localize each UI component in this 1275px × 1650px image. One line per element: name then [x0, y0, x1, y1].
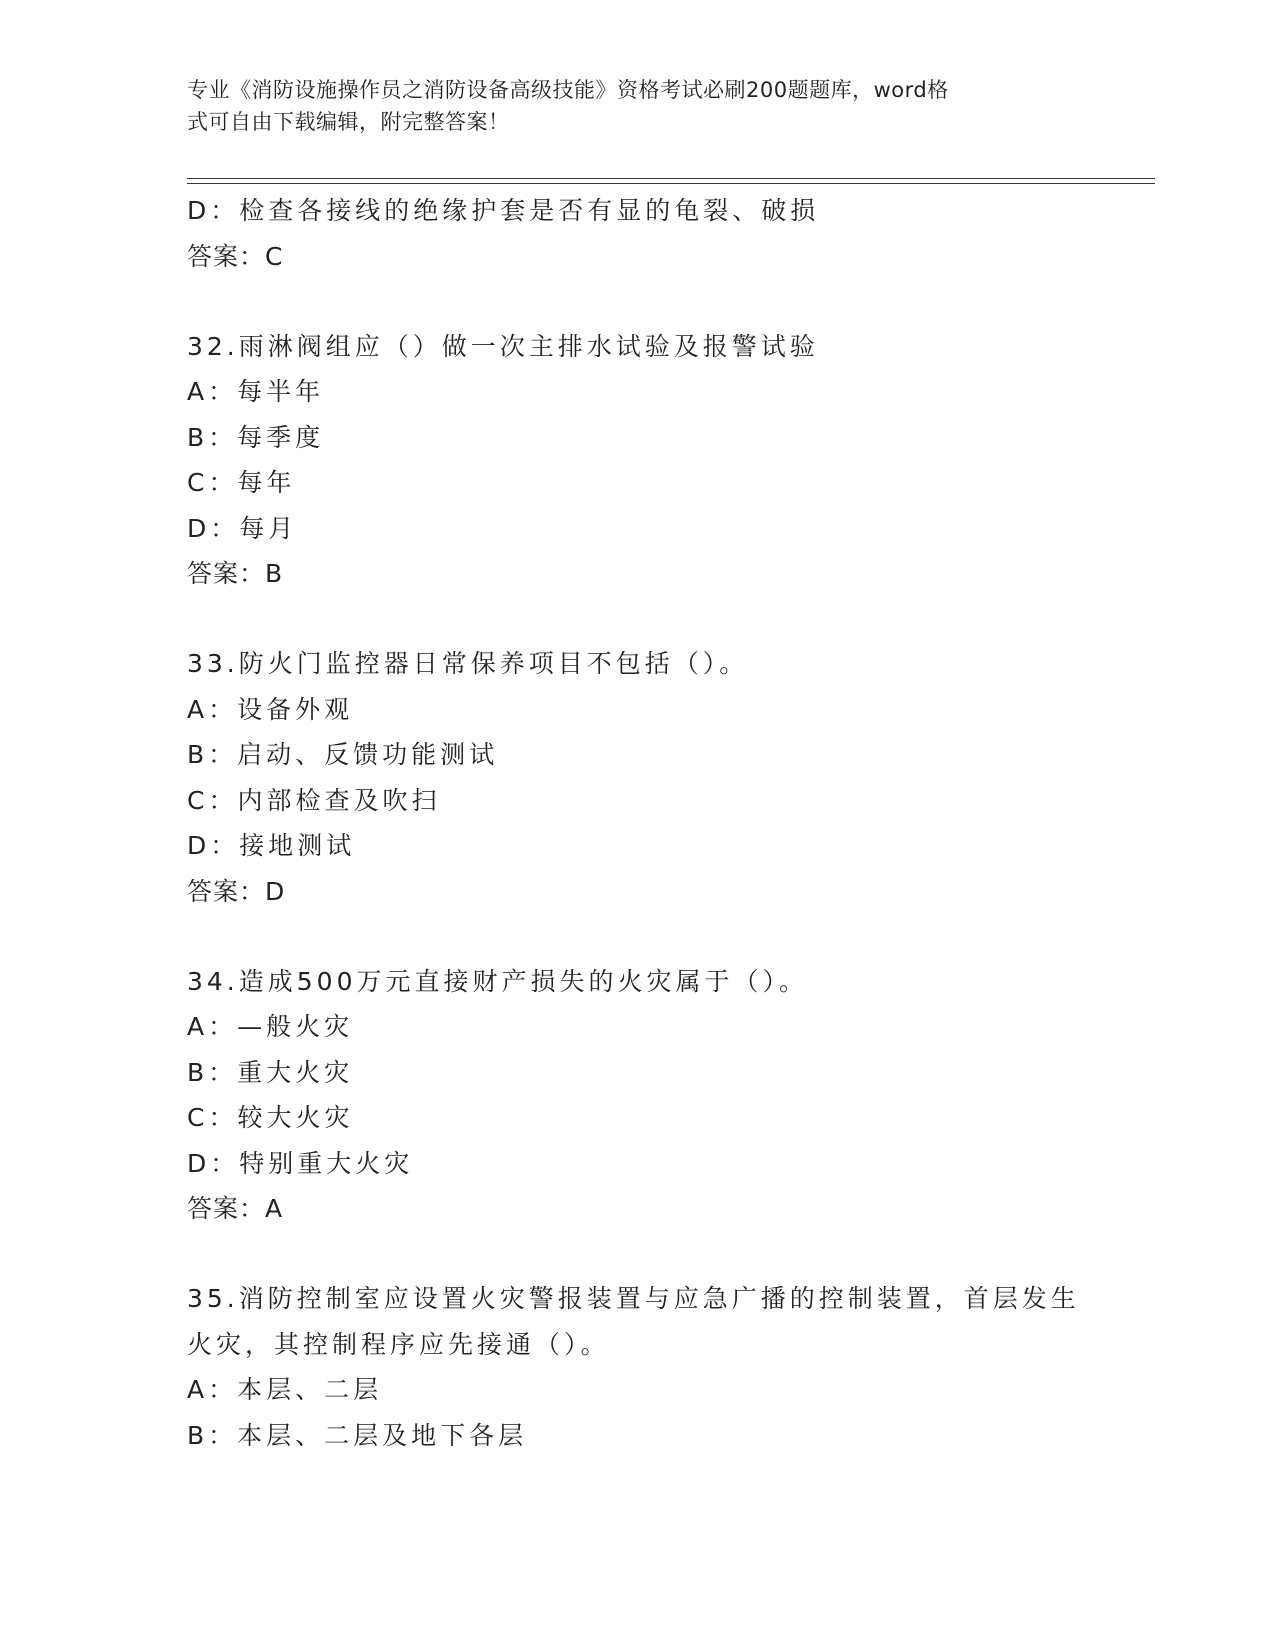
answer-line: 答案：B	[187, 559, 284, 588]
option-a: A：每半年	[187, 377, 325, 406]
option-d: D：特别重大火灾	[187, 1148, 414, 1178]
document-header	[187, 74, 1067, 138]
question-text: 34.造成500万元直接财产损失的火灾属于（）。	[187, 966, 808, 996]
option-a: A：—般火灾	[187, 1012, 354, 1041]
question-block	[187, 1276, 1087, 1458]
option-a: A：设备外观	[187, 694, 354, 724]
question-text-continued: 火灾，其控制程序应先接通（）。	[187, 1329, 610, 1359]
option-b: B：启动、反馈功能测试	[187, 740, 499, 769]
option-c: C：内部检查及吹扫	[187, 785, 441, 815]
header-line-1: 专业《消防设施操作员之消防设备高级技能》资格考试必刷200题题库，word格	[187, 78, 949, 102]
question-text: 35.消防控制室应设置火灾警报装置与应急广播的控制装置，首层发生	[187, 1284, 1080, 1313]
question-list	[187, 188, 1087, 1458]
question-block	[187, 641, 1087, 915]
question-block	[187, 188, 1087, 280]
question-block	[187, 324, 1087, 598]
option-b: B：本层、二层及地下各层	[187, 1420, 528, 1450]
option-c: C：较大火灾	[187, 1103, 354, 1132]
answer-line: 答案：C	[187, 241, 284, 271]
option-c: C：每年	[187, 468, 296, 497]
question-text: 32.雨淋阀组应（）做一次主排水试验及报警试验	[187, 331, 819, 361]
header-divider-top	[187, 178, 1155, 179]
option-d: D：接地测试	[187, 831, 356, 860]
option-a: A：本层、二层	[187, 1375, 383, 1404]
header-divider-bottom	[187, 183, 1155, 184]
question-text: 33.防火门监控器日常保养项目不包括（）。	[187, 649, 749, 678]
option-d: D：每月	[187, 513, 298, 543]
answer-line: 答案：D	[187, 876, 286, 906]
answer-line: 答案：A	[187, 1194, 284, 1223]
question-block	[187, 959, 1087, 1233]
header-line-2: 式可自由下载编辑，附完整答案！	[187, 110, 510, 134]
option-d: D：检查各接线的绝缘护套是否有显的龟裂、破损	[187, 196, 820, 225]
option-b: B：每季度	[187, 422, 325, 452]
option-b: B：重大火灾	[187, 1057, 354, 1087]
